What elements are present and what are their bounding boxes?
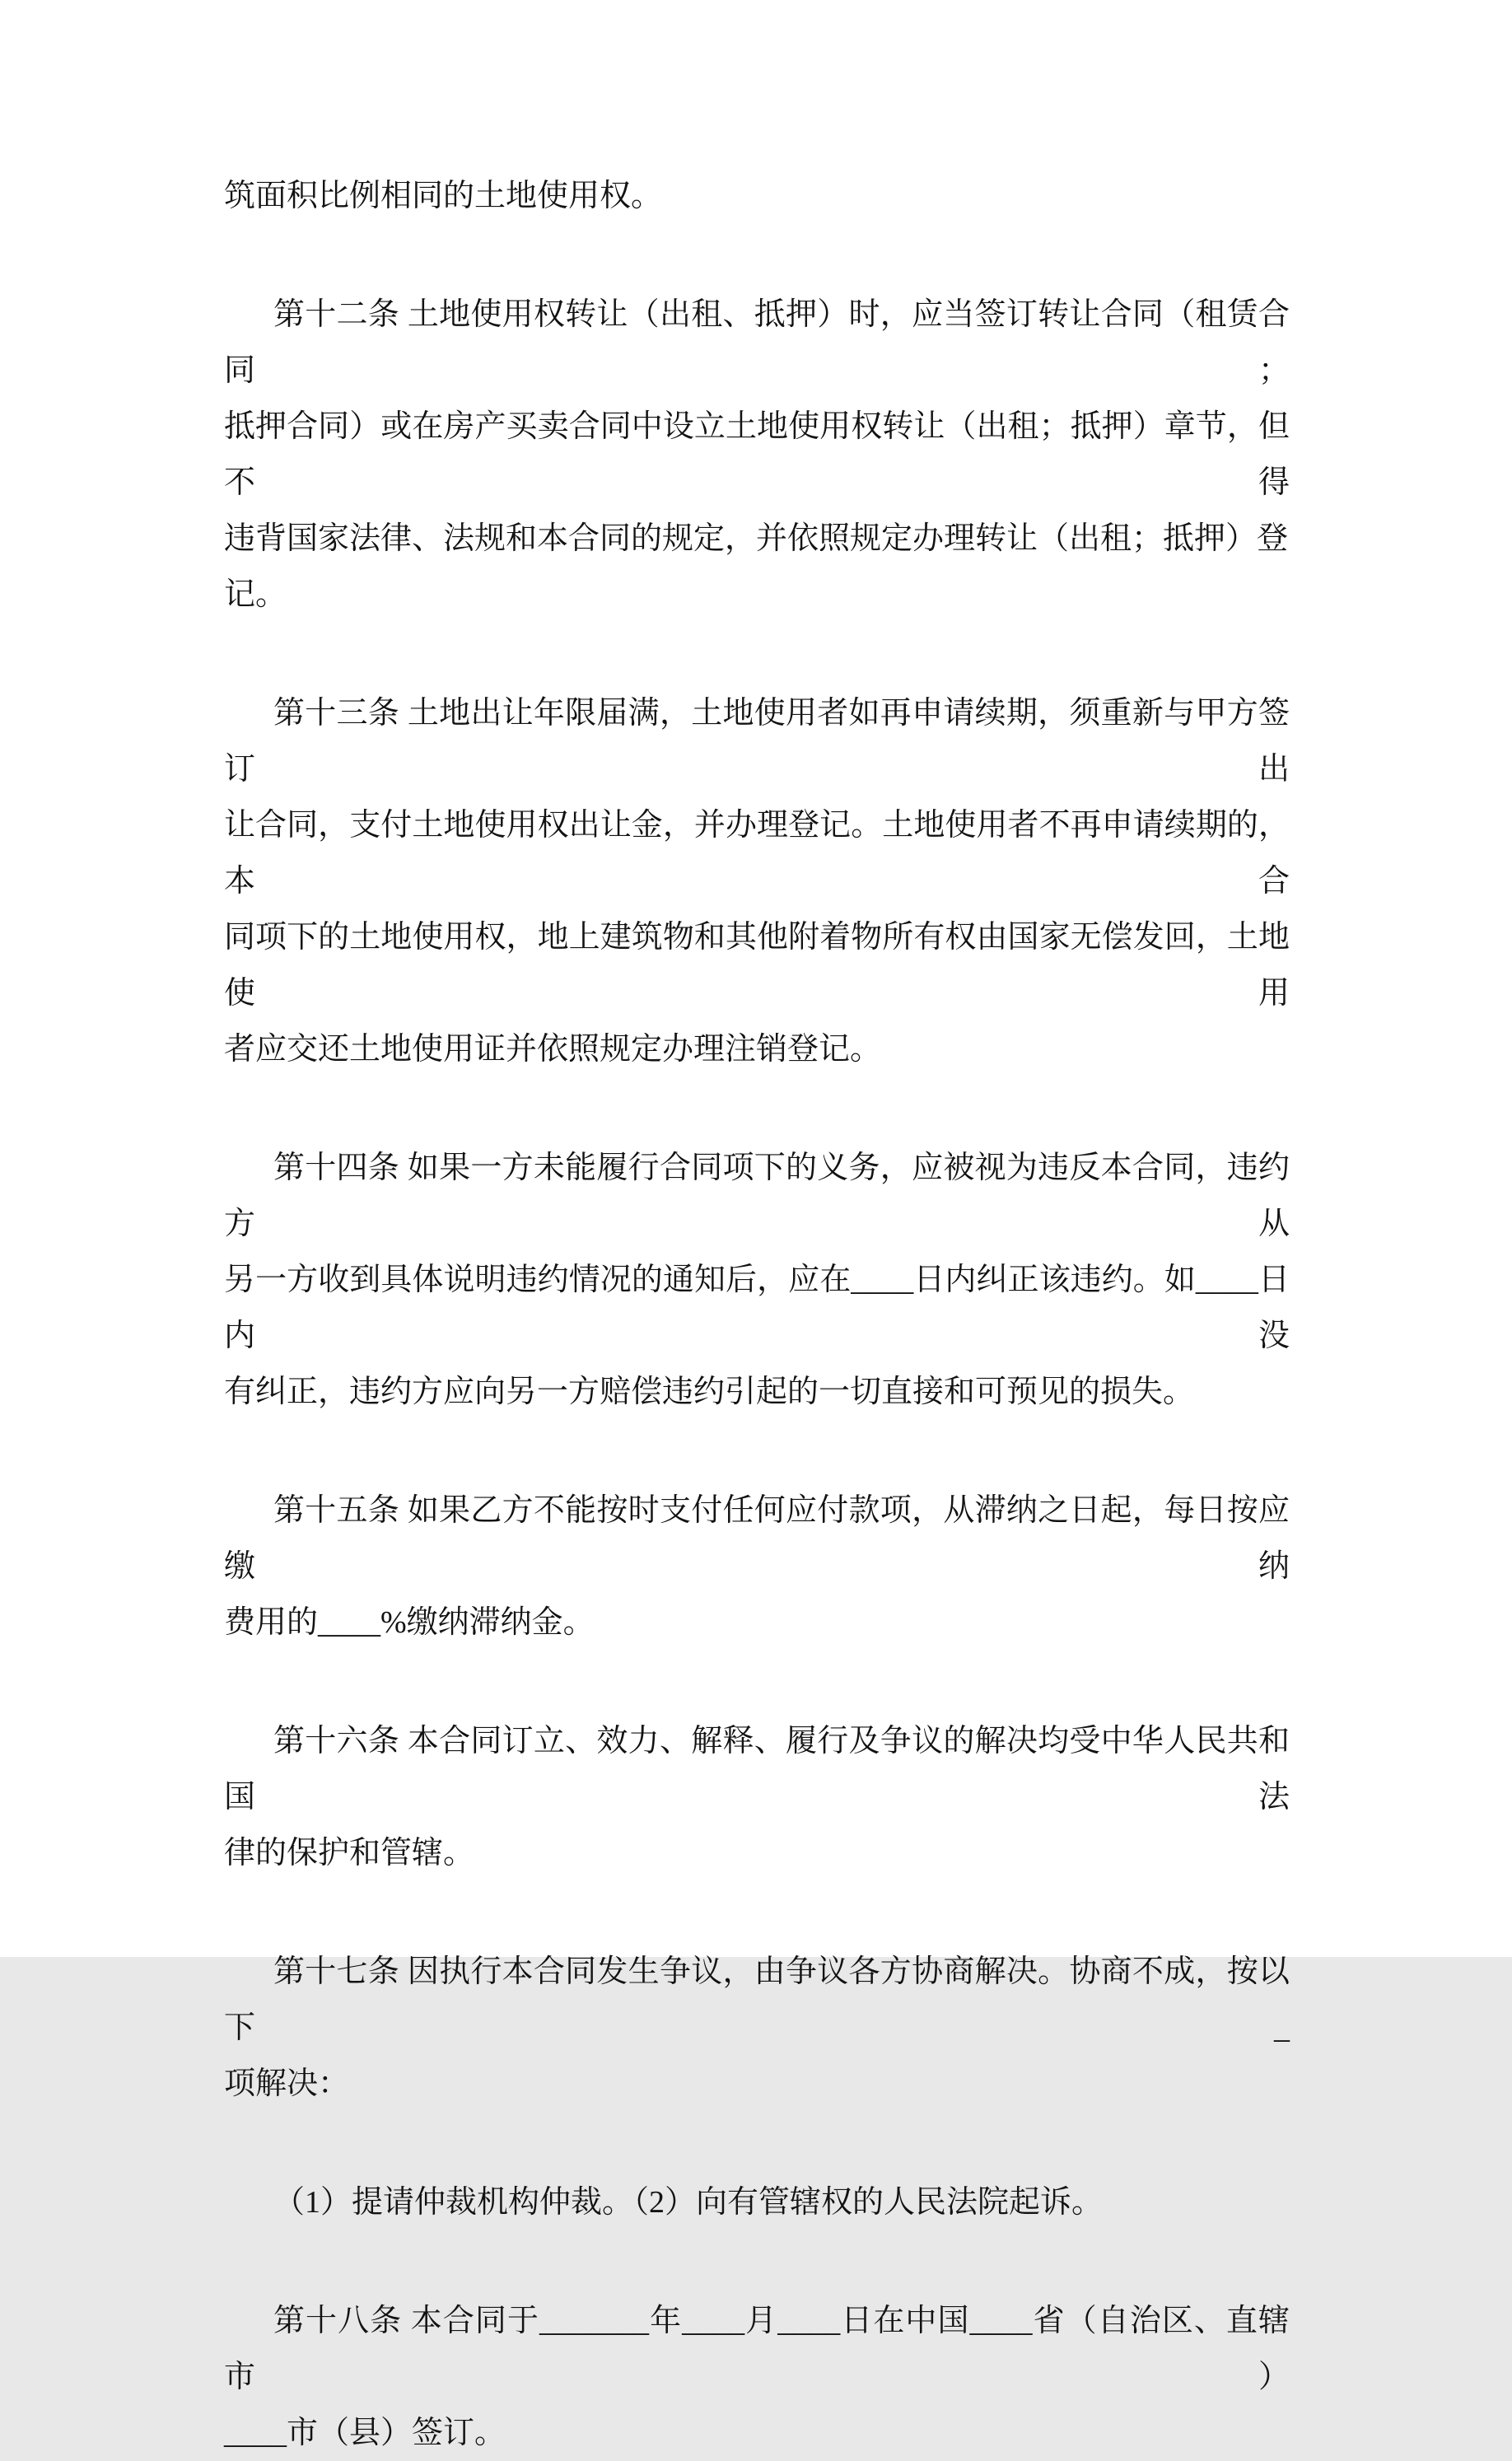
paragraph-article-14 bbox=[224, 1140, 1290, 1420]
text-line: 有纠正，违约方应向另一方赔偿违约引起的一切直接和可预见的损失。 bbox=[224, 1375, 1195, 1409]
text-line: 让合同，支付土地使用权出让金，并办理登记。土地使用者不再申请续期的，本合 bbox=[224, 808, 1290, 899]
paragraph-article-18 bbox=[224, 2293, 1290, 2461]
text-line: 第十七条 因执行本合同发生争议，由争议各方协商解决。协商不成，按以下_ bbox=[224, 1954, 1290, 2045]
text-line: 者应交还土地使用证并依照规定办理注销登记。 bbox=[224, 1032, 882, 1067]
text-line: ____市（县）签订。 bbox=[224, 2416, 506, 2450]
text-line: 抵押合同）或在房产买卖合同中设立土地使用权转让（出租；抵押）章节，但不得 bbox=[224, 409, 1290, 500]
text-line: 项解决： bbox=[224, 2066, 350, 2101]
paragraph-article-13 bbox=[224, 685, 1290, 1077]
text-line: 另一方收到具体说明违约情况的通知后，应在____日内纠正该违约。如____日内没 bbox=[224, 1263, 1290, 1353]
text-line: 律的保护和管辖。 bbox=[224, 1836, 475, 1870]
paragraph-dispute-options bbox=[224, 2174, 1290, 2230]
text-line: 筑面积比例相同的土地使用权。 bbox=[224, 179, 663, 213]
text-line: 同项下的土地使用权，地上建筑物和其他附着物所有权由国家无偿发回，土地使用 bbox=[224, 920, 1290, 1011]
text-line: 第十六条 本合同订立、效力、解释、履行及争议的解决均受中华人民共和国法 bbox=[224, 1724, 1290, 1814]
paragraph-article-15 bbox=[224, 1483, 1290, 1651]
text-line: 违背国家法律、法规和本合同的规定，并依照规定办理转让（出租；抵押）登记。 bbox=[224, 521, 1289, 612]
text-line: （1）提请仲裁机构仲裁。（2）向有管辖权的人民法院起诉。 bbox=[273, 2185, 1104, 2220]
paragraph-article-12 bbox=[224, 287, 1290, 623]
text-line: 第十四条 如果一方未能履行合同项下的义务，应被视为违反本合同，违约方从 bbox=[224, 1151, 1290, 1241]
text-line: 第十二条 土地使用权转让（出租、抵押）时，应当签订转让合同（租赁合同； bbox=[224, 297, 1290, 388]
text-line: 第十五条 如果乙方不能按时支付任何应付款项，从滞纳之日起，每日按应缴纳 bbox=[224, 1493, 1290, 1584]
text-line: 第十八条 本合同于_______年____月____日在中国____省（自治区、直辖市） bbox=[224, 2304, 1290, 2394]
paragraph-continuation bbox=[224, 168, 1290, 224]
paragraph-article-16 bbox=[224, 1713, 1290, 1881]
text-line: 费用的____%缴纳滞纳金。 bbox=[224, 1605, 595, 1640]
paragraph-article-17 bbox=[224, 1944, 1290, 2112]
text-line: 第十三条 土地出让年限届满，土地使用者如再申请续期，须重新与甲方签订出 bbox=[224, 696, 1290, 787]
